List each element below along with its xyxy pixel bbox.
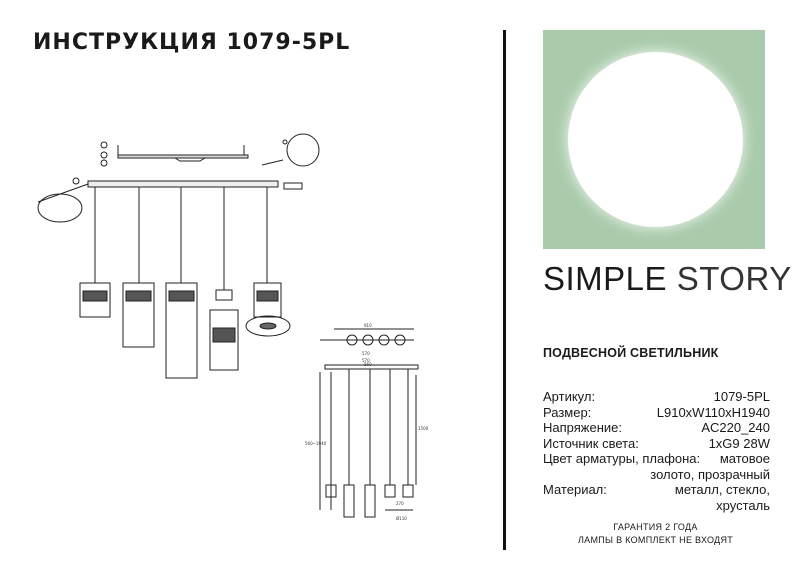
spec-value-cont: золото, прозрачный xyxy=(650,466,770,482)
dim-height-2: 1500 xyxy=(418,426,429,431)
spec-color xyxy=(543,451,770,482)
dim-height: 560~1940 xyxy=(305,441,327,446)
spec-label: Цвет арматуры, плафона: xyxy=(543,451,701,466)
spec-value: матовое xyxy=(719,451,770,466)
light-circle-graphic xyxy=(568,52,743,227)
lamps-note: ЛАМПЫ В КОМПЛЕКТ НЕ ВХОДЯТ xyxy=(577,535,734,545)
spec-article xyxy=(543,389,770,405)
spec-light-source xyxy=(543,436,770,452)
dim-shade-height: 270 xyxy=(396,501,404,506)
brand-name-part2: STORY xyxy=(676,260,792,297)
spec-list xyxy=(543,389,770,513)
dim-span-3: 560 xyxy=(364,362,372,367)
spec-label: Материал: xyxy=(543,482,607,497)
spec-value: 1xG9 28W xyxy=(708,435,770,451)
page-title: ИНСТРУКЦИЯ 1079-5PL xyxy=(33,30,351,55)
spec-value: металл, стекло, xyxy=(674,482,770,497)
vertical-divider xyxy=(503,30,506,550)
spec-value: 1079-5PL xyxy=(713,389,770,404)
dim-shade-diameter: Ø110 xyxy=(396,516,407,521)
spec-material xyxy=(543,482,770,513)
spec-label: Источник света: xyxy=(543,435,639,451)
spec-label: Размер: xyxy=(543,404,592,420)
dim-span-1: 570 xyxy=(362,351,370,356)
spec-label: Артикул: xyxy=(543,389,596,404)
dim-top-width: 910 xyxy=(364,323,372,328)
spec-size xyxy=(543,405,770,421)
spec-label: Напряжение: xyxy=(543,420,622,435)
brand-logo xyxy=(543,260,792,298)
warranty-note: ГАРАНТИЯ 2 ГОДА xyxy=(613,522,698,532)
dim-span-2: 570 xyxy=(362,358,370,363)
spec-voltage xyxy=(543,420,770,436)
brand-image-panel xyxy=(543,30,765,249)
brand-name-part1: SIMPLE xyxy=(543,260,668,297)
spec-value: L910xW110xH1940 xyxy=(656,404,770,420)
spec-value: AC220_240 xyxy=(701,420,770,435)
spec-value-cont: хрусталь xyxy=(716,497,770,513)
product-type: ПОДВЕСНОЙ СВЕТИЛЬНИК xyxy=(543,346,719,360)
